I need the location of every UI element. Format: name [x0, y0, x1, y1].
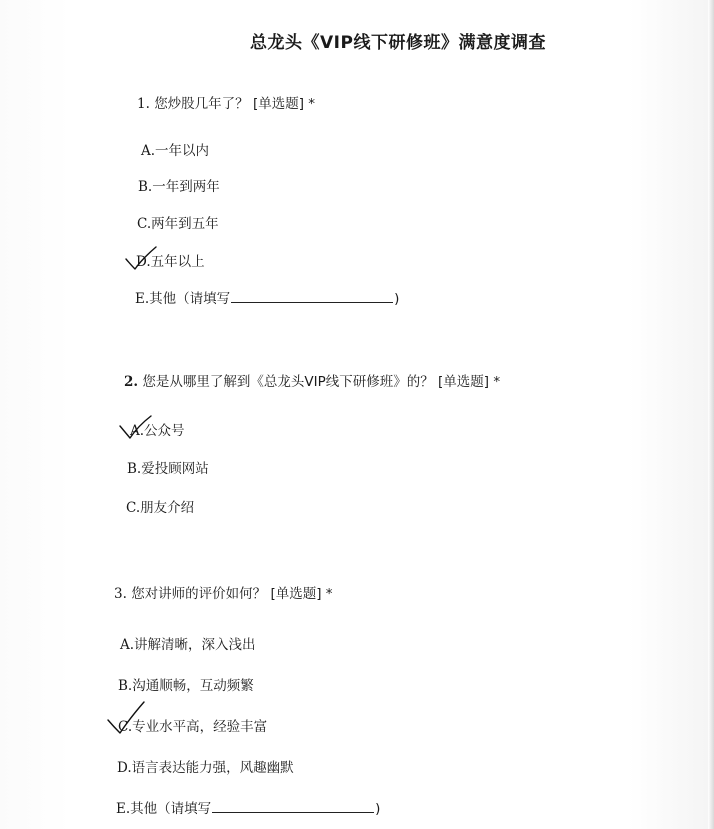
q1-option-a[interactable] — [141, 139, 209, 159]
question-2-text: 您是从哪里了解到《总龙头VIP线下研修班》的？ [单选题] * — [142, 374, 501, 390]
option-letter: A. — [120, 637, 135, 653]
q1-option-c[interactable] — [137, 212, 219, 232]
q3-checkmark-icon — [106, 700, 150, 738]
option-label: 讲解清晰，深入浅出 — [134, 637, 256, 653]
question-3-number: 3. — [114, 586, 127, 602]
page-edge-shadow — [708, 0, 714, 829]
option-label: 朋友介绍 — [140, 500, 195, 516]
option-letter: A. — [130, 423, 145, 439]
option-letter: D. — [117, 760, 132, 776]
option-close-paren: ) — [394, 291, 400, 307]
option-letter: B. — [118, 678, 133, 694]
option-label: 专业水平高，经验丰富 — [132, 719, 268, 735]
q1-option-e[interactable] — [135, 287, 399, 307]
option-label: 沟通顺畅，互动频繁 — [132, 678, 254, 694]
q3-option-b[interactable] — [118, 674, 254, 694]
option-letter: C. — [118, 719, 133, 735]
option-letter: C. — [126, 500, 141, 516]
option-letter: A. — [141, 143, 156, 159]
option-letter: B. — [138, 179, 153, 195]
question-1-number: 1. — [137, 96, 150, 112]
question-3 — [114, 582, 333, 602]
question-2 — [124, 370, 500, 390]
q3-option-d[interactable] — [117, 756, 294, 776]
question-1 — [137, 92, 315, 112]
q1-checkmark-icon — [124, 245, 164, 275]
q3-option-a[interactable] — [120, 633, 256, 653]
option-letter: D. — [136, 254, 151, 270]
option-label: 五年以上 — [150, 254, 205, 270]
q2-checkmark-icon — [118, 414, 158, 444]
q3-other-blank[interactable] — [212, 800, 374, 813]
option-label: 一年到两年 — [152, 179, 220, 195]
q1-option-b[interactable] — [138, 175, 220, 195]
option-label: 公众号 — [144, 423, 185, 439]
option-label: 爱投顾网站 — [141, 461, 209, 477]
option-label: 一年以内 — [155, 143, 210, 159]
option-letter: E. — [135, 291, 150, 307]
option-label: 两年到五年 — [151, 216, 219, 232]
option-label: 语言表达能力强，风趣幽默 — [131, 760, 294, 776]
option-label: 其他（请填写 — [149, 291, 231, 307]
q3-option-e[interactable] — [116, 797, 380, 817]
question-1-text: 您炒股几年了？ [单选题] * — [154, 96, 316, 112]
option-letter: C. — [137, 216, 152, 232]
option-letter: B. — [127, 461, 142, 477]
q2-option-c[interactable] — [126, 496, 194, 516]
option-close-paren: ) — [375, 801, 381, 817]
option-letter: E. — [116, 801, 131, 817]
question-3-text: 您对讲师的评价如何？ [单选题] * — [131, 586, 333, 602]
option-label: 其他（请填写 — [130, 801, 212, 817]
survey-title: 总龙头《VIP线下研修班》满意度调查 — [250, 33, 546, 53]
q1-other-blank[interactable] — [231, 290, 393, 303]
q2-option-b[interactable] — [127, 457, 209, 477]
question-2-number: 2. — [124, 374, 139, 390]
